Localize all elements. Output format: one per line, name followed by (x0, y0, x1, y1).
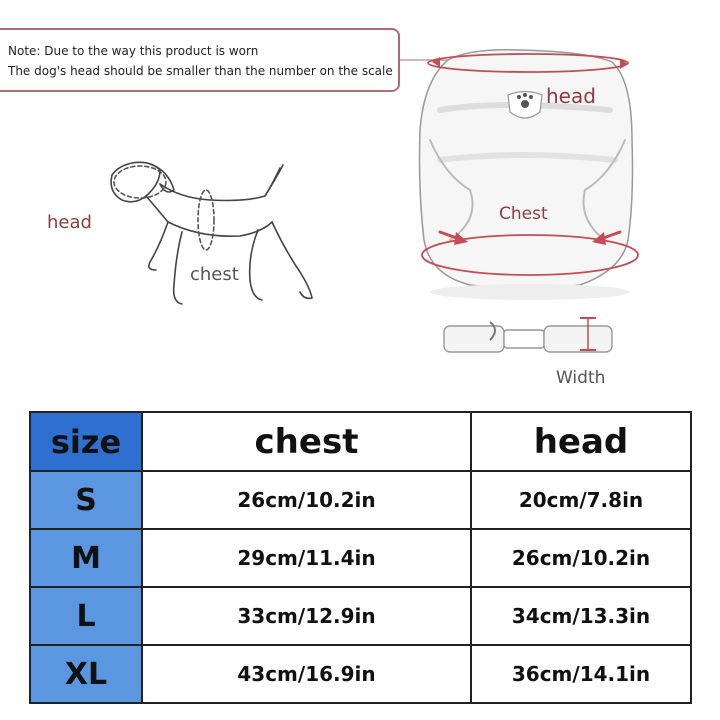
size-column-header: size (30, 412, 142, 471)
size-cell: S (30, 471, 142, 529)
table-row (30, 645, 691, 703)
size-chart-table (29, 411, 692, 704)
table-row (30, 471, 691, 529)
head-cell: 20cm/7.8in (471, 471, 691, 529)
size-cell: M (30, 529, 142, 587)
dog-head-label: head (47, 212, 92, 233)
chest-cell: 29cm/11.4in (142, 529, 471, 587)
harness-chest-label: Chest (499, 204, 548, 224)
table-row (30, 529, 691, 587)
size-cell: XL (30, 645, 142, 703)
chest-cell: 43cm/16.9in (142, 645, 471, 703)
buckle-width-label: Width (556, 368, 606, 388)
buckle-sketch-icon (444, 318, 612, 352)
table-row (30, 587, 691, 645)
head-cell: 36cm/14.1in (471, 645, 691, 703)
head-column-header: head (471, 412, 691, 471)
chest-cell: 26cm/10.2in (142, 471, 471, 529)
note-line-1: Note: Due to the way this product is worn (8, 44, 259, 58)
head-cell: 26cm/10.2in (471, 529, 691, 587)
table-header-row (30, 412, 691, 471)
harness-sketch-icon (420, 50, 639, 300)
note-line-2: The dog's head should be smaller than the number on the scale (8, 64, 393, 78)
harness-head-label: head (546, 84, 596, 108)
dog-chest-label: chest (190, 264, 239, 285)
chest-column-header: chest (142, 412, 471, 471)
size-cell: L (30, 587, 142, 645)
chest-cell: 33cm/12.9in (142, 587, 471, 645)
head-cell: 34cm/13.3in (471, 587, 691, 645)
